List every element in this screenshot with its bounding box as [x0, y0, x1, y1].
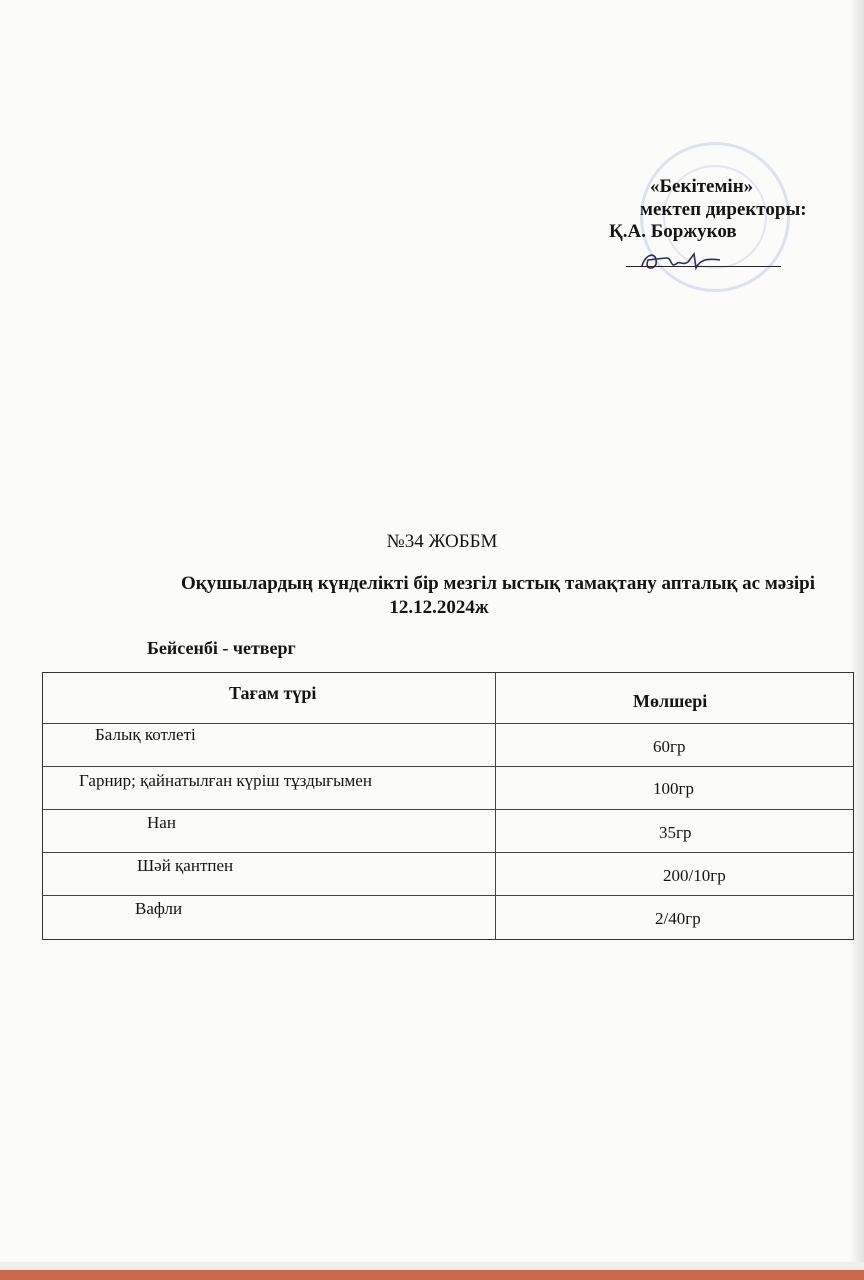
table-cell-dish: Шәй қантпен [137, 856, 234, 875]
row-divider [43, 766, 853, 767]
signature-line [626, 266, 781, 267]
row-divider [43, 723, 853, 724]
page-bottom-strip [0, 1262, 864, 1270]
director-name: Қ.А. Боржуков [609, 221, 737, 242]
table-cell-dish: Балық котлеті [95, 725, 196, 744]
weekday-label: Бейсенбі - четверг [147, 638, 296, 658]
row-divider [43, 852, 853, 853]
row-divider [43, 809, 853, 810]
table-cell-amount: 200/10гр [663, 866, 726, 885]
table-cell-dish: Нан [147, 813, 176, 832]
table-cell-amount: 2/40гр [655, 909, 701, 928]
menu-table [42, 672, 854, 940]
menu-date: 12.12.2024ж [389, 597, 489, 618]
table-cell-amount: 60гр [653, 737, 686, 756]
director-signature [636, 244, 726, 274]
table-cell-dish: Вафли [135, 899, 183, 918]
director-position: мектеп директоры: [640, 199, 807, 220]
menu-title: Оқушылардың күнделікті бір мезгіл ыстық тамақтану апталық ас мәзірі [181, 573, 815, 594]
table-cell-dish: Гарнир; қайнатылған күріш тұздығымен [79, 771, 372, 790]
column-header-dish: Тағам түрі [229, 683, 317, 703]
column-divider [495, 673, 496, 939]
background-surface [0, 1270, 864, 1280]
school-name: №34 ЖОББМ [386, 531, 498, 552]
row-divider [43, 895, 853, 896]
approve-word: «Бекітемін» [650, 176, 754, 197]
table-cell-amount: 100гр [653, 779, 694, 798]
table-cell-amount: 35гр [659, 823, 692, 842]
column-header-amount: Мөлшері [633, 691, 708, 711]
page-edge-shadow [850, 0, 864, 1280]
